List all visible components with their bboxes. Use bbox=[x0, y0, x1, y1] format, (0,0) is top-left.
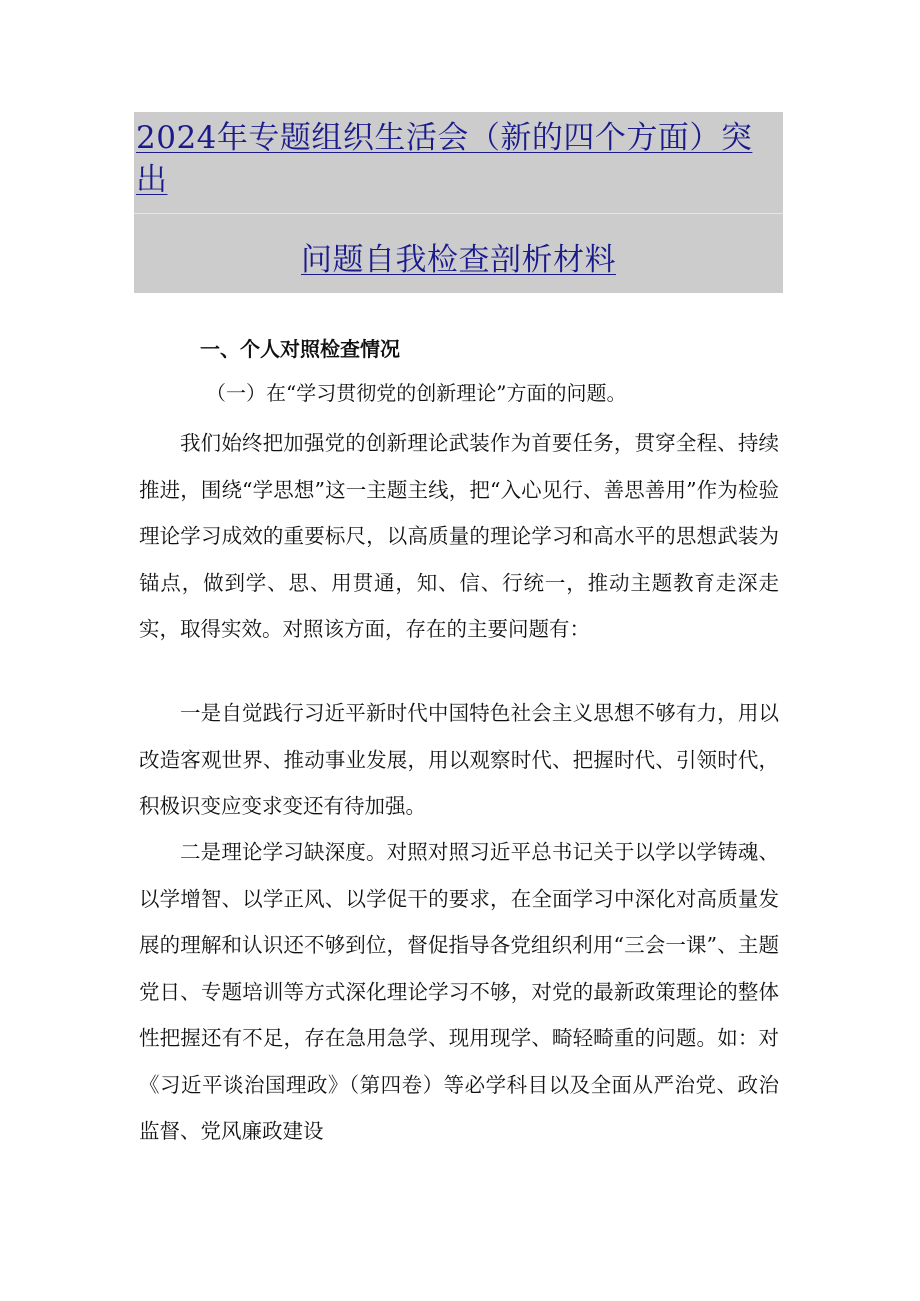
title-divider bbox=[134, 213, 783, 214]
section-heading: 一、个人对照检查情况 bbox=[200, 337, 400, 361]
sub-heading: （一）在“学习贯彻党的创新理论”方面的问题。 bbox=[206, 381, 627, 405]
paragraph-1: 我们始终把加强党的创新理论武装作为首要任务，贯穿全程、持续推进，围绕“学思想”这一主题主线，把“入心见行、善思善用”作为检验理论学习成效的重要标尺，以高质量的理论学习和高水平的思想武装为锚点，做到学、思、用贯通，知、信、行统一，推动主题教育走深走实，取得实效。对照该方面，存在的主要问题有： bbox=[139, 431, 779, 641]
document-title-line-2: 出 bbox=[136, 162, 168, 198]
document-title-line-1: 2024年专题组织生活会（新的四个方面）突 bbox=[136, 120, 753, 156]
paragraph-3: 二是理论学习缺深度。对照对照习近平总书记关于以学以学铸魂、以学增智、以学正风、以学促干的要求，在全面学习中深化对高质量发展的理解和认识还不够到位，督促指导各党组织利用“三会一课”、主题党日、专题培训等方式深化理论学习不够，对党的最新政策理论的整体性把握还有不足，存在急用急学、现用现学、畸轻畸重的问题。如：对《习近平谈治国理政》（第四卷）等必学科目以及全面从严治党、政治监督、党风廉政建设 bbox=[139, 840, 779, 1143]
document-title-line-3: 问题自我检查剖析材料 bbox=[301, 242, 616, 278]
paragraph-2: 一是自觉践行习近平新时代中国特色社会主义思想不够有力，用以改造客观世界、推动事业发展，用以观察时代、把握时代、引领时代，积极识变应变求变还有待加强。 bbox=[139, 701, 779, 818]
